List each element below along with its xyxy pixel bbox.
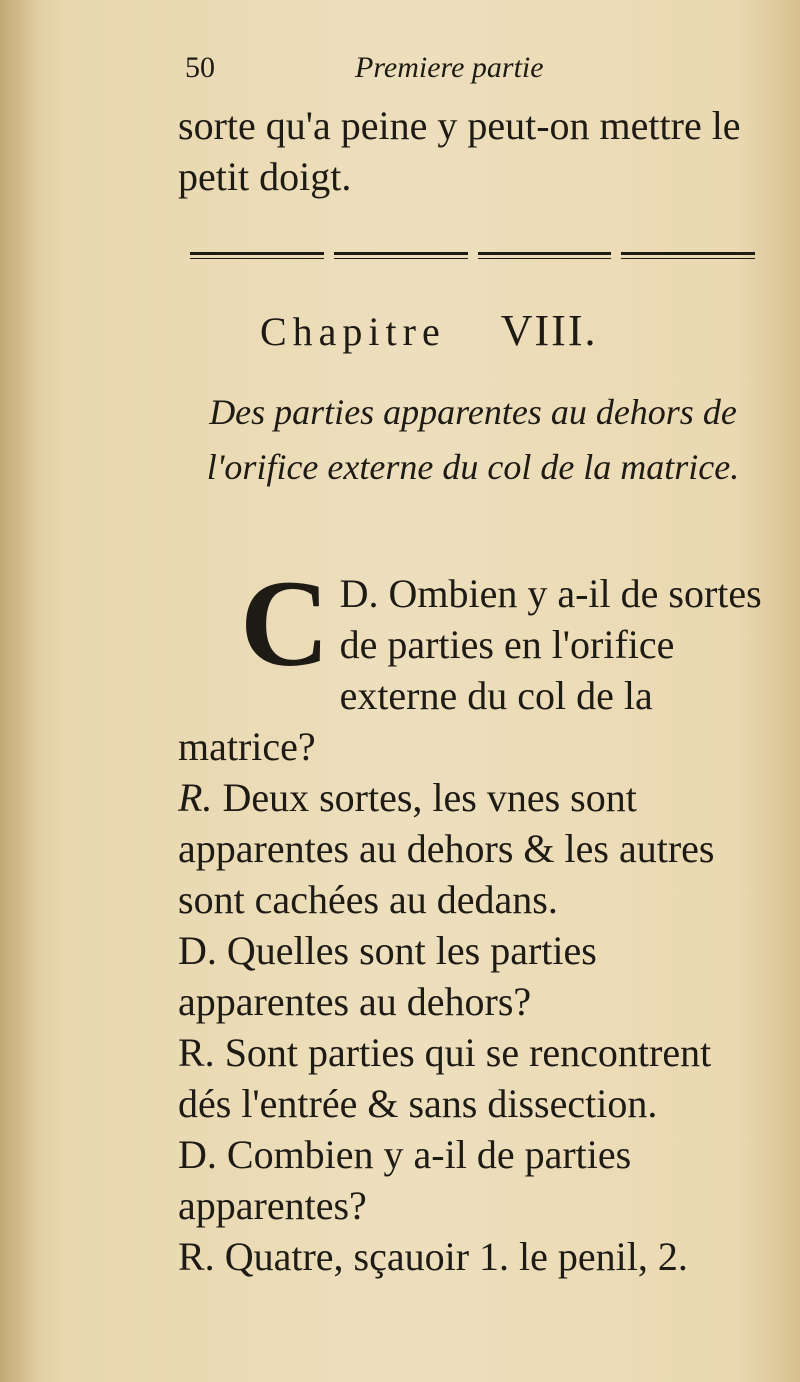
- page-number: 50: [185, 51, 215, 84]
- rule-segment: [334, 252, 468, 259]
- qa-text: Quatre, sçauoir 1. le penil, 2.: [224, 1234, 688, 1279]
- qa-paragraph: [178, 1129, 768, 1231]
- qa-text: Deux sortes, les vnes sont apparentes au dehors & les autres sont cachées au dedans.: [178, 775, 715, 922]
- speaker-tag: D.: [339, 571, 379, 616]
- qa-text: Quelles sont les parties apparentes au dehors?: [178, 928, 597, 1024]
- qa-paragraph: [178, 772, 768, 925]
- qa-paragraph: [178, 1231, 768, 1282]
- qa-text: Ombien y a-il de sortes de parties en l'orifice externe du col de la matrice?: [178, 571, 762, 769]
- speaker-tag: R.: [178, 1234, 215, 1279]
- rule-segment: [478, 252, 612, 259]
- chapter-number: VIII.: [500, 306, 598, 355]
- page-gutter-shadow: [0, 0, 40, 1382]
- continuation-text: sorte qu'a peine y peut-on mettre le petit doigt.: [178, 103, 741, 199]
- chapter-label: Chapitre: [260, 309, 446, 354]
- chapter-heading: [260, 305, 680, 356]
- rule-segment: [621, 252, 755, 259]
- qa-paragraph: [178, 555, 768, 772]
- rule-segment: [190, 252, 324, 259]
- speaker-tag: D.: [178, 1132, 217, 1177]
- page-header: [185, 45, 645, 95]
- qa-text: Combien y a-il de parties apparentes?: [178, 1132, 632, 1228]
- running-head: Premiere partie: [355, 51, 544, 84]
- speaker-tag: D.: [178, 928, 217, 973]
- qa-paragraph: [178, 925, 768, 1027]
- speaker-tag: R.: [178, 1030, 215, 1075]
- section-divider: [190, 252, 755, 262]
- speaker-tag: R.: [178, 775, 213, 820]
- qa-text: Sont parties qui se rencontrent dés l'entrée & sans dissection.: [178, 1030, 712, 1126]
- drop-cap: C: [240, 555, 330, 692]
- qa-section: [178, 555, 768, 1282]
- qa-paragraph: [178, 1027, 768, 1129]
- chapter-subtitle: Des parties apparentes au dehors de l'orifice externe du col de la matrice.: [206, 392, 740, 487]
